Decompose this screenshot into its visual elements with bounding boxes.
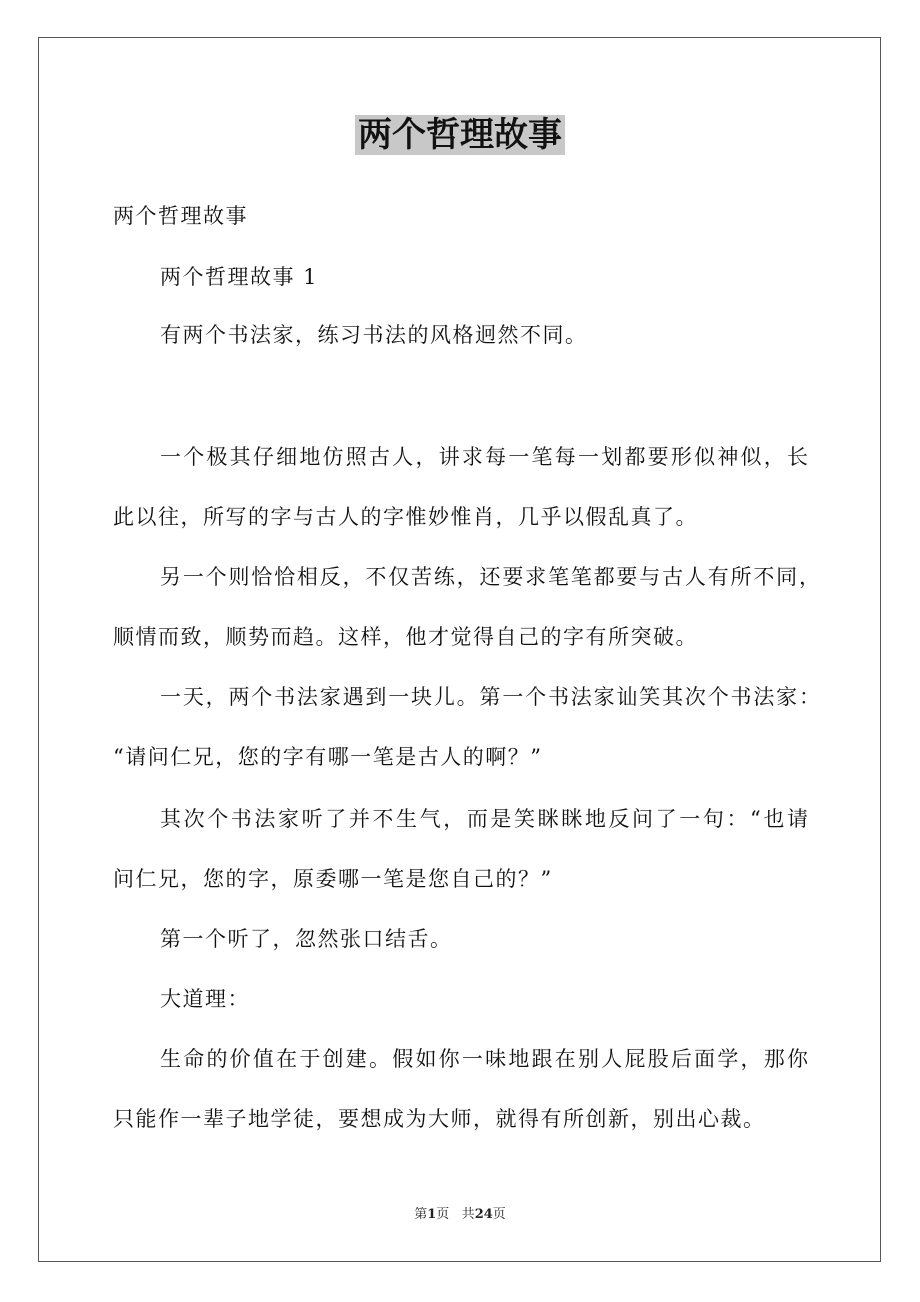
document-title bbox=[0, 112, 920, 158]
section-heading: 两个哲理故事 1 bbox=[160, 265, 319, 289]
page-footer bbox=[0, 1206, 920, 1224]
paragraph-3-line-1: 另一个则恰恰相反，不仅苦练，还要求笔笔都要与古人有所不同， bbox=[160, 565, 820, 589]
paragraph-6: 第一个听了，忽然张口结舌。 bbox=[160, 927, 453, 951]
document-title-text: 两个哲理故事 bbox=[355, 115, 565, 155]
footer-total-prefix: 共 bbox=[461, 1207, 475, 1222]
paragraph-4-line-1: 一天，两个书法家遇到一块儿。第一个书法家讪笑其次个书法家： bbox=[160, 685, 820, 709]
paragraph-4-line-2: “请问仁兄，您的字有哪一笔是古人的啊？” bbox=[113, 745, 543, 769]
paragraph-1: 有两个书法家，练习书法的风格迥然不同。 bbox=[160, 323, 588, 347]
paragraph-7: 大道理： bbox=[160, 987, 250, 1011]
paragraph-8-line-2: 只能作一辈子地学徒，要想成为大师，就得有所创新，别出心裁。 bbox=[113, 1107, 766, 1131]
paragraph-3-line-2: 顺情而致，顺势而趋。这样，他才觉得自己的字有所突破。 bbox=[113, 625, 698, 649]
paragraph-2-line-2: 此以往，所写的字与古人的字惟妙惟肖，几乎以假乱真了。 bbox=[113, 505, 698, 529]
footer-total-suffix: 页 bbox=[492, 1207, 506, 1222]
footer-total-pages: 24 bbox=[474, 1207, 493, 1222]
footer-page-number: 1 bbox=[427, 1207, 437, 1222]
paragraph-2-line-1: 一个极其仔细地仿照古人，讲求每一笔每一划都要形似神似，长 bbox=[160, 445, 808, 469]
paragraph-5-line-2: 问仁兄，您的字，原委哪一笔是您自己的？” bbox=[113, 867, 553, 891]
paragraph-5-line-1: 其次个书法家听了并不生气，而是笑眯眯地反问了一句：“也请 bbox=[160, 807, 808, 831]
document-subtitle: 两个哲理故事 bbox=[113, 204, 248, 228]
footer-page-suffix: 页 bbox=[436, 1207, 450, 1222]
footer-prefix: 第 bbox=[414, 1207, 428, 1222]
paragraph-8-line-1: 生命的价值在于创建。假如你一味地跟在别人屁股后面学，那你 bbox=[160, 1047, 808, 1071]
